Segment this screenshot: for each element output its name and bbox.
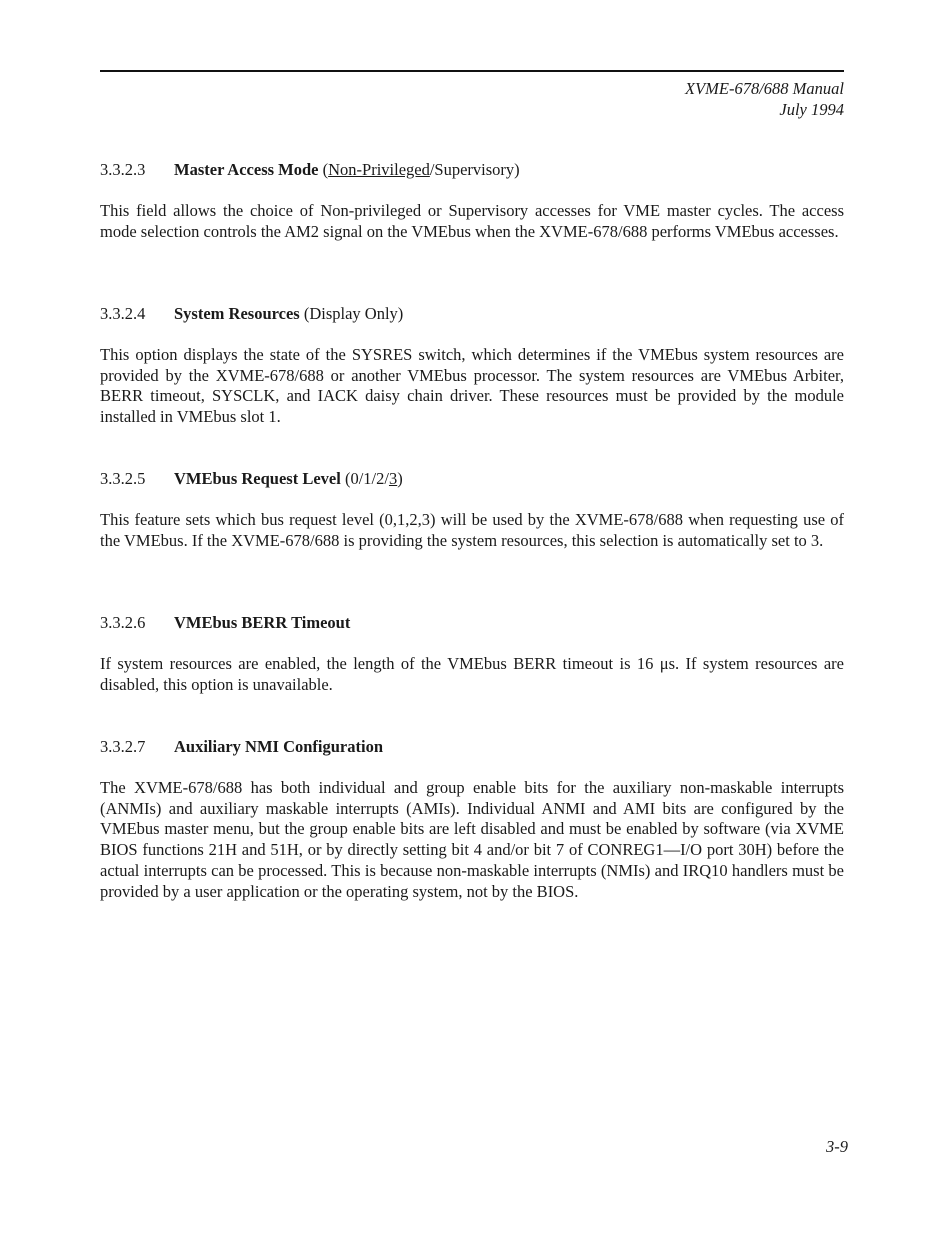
section-body: This option displays the state of the SYSRES switch, which determines if the VMEbus system resources are provided by the XVME-678/688 or another VMEbus processor. The system resources are VMEbus Arbiter, BERR timeout, SYSCLK, and IACK daisy chain driver. These resources must be provided by the module installed in VMEbus slot 1. [100, 345, 844, 427]
section-auxiliary-nmi-configuration [100, 736, 844, 902]
options-rest: ) [397, 469, 403, 488]
options-rest: /Supervisory) [429, 160, 520, 179]
section-heading [100, 612, 844, 633]
section-body: If system resources are enabled, the length of the VMEbus BERR timeout is 16 μs. If system resources are disabled, this option is unavailable. [100, 654, 844, 694]
section-number: 3.3.2.5 [100, 469, 146, 488]
section-options [345, 469, 403, 488]
section-heading [100, 736, 844, 757]
section-title: Auxiliary NMI Configuration [174, 737, 384, 756]
section-number: 3.3.2.6 [100, 613, 146, 632]
section-number: 3.3.2.7 [100, 737, 146, 756]
running-head [685, 78, 844, 120]
section-vmebus-berr-timeout [100, 612, 844, 695]
section-master-access-mode [100, 159, 844, 242]
manual-title: XVME-678/688 Manual [684, 79, 844, 98]
section-body: The XVME-678/688 has both individual and group enable bits for the auxiliary non-maskable interrupts (ANMIs) and auxiliary maskable interrupts (AMIs). Individual ANMI and AMI bits are configured by the VMEbus master menu, but the group enable bits are left disabled and must be enabled by software (via XVME BIOS functions 21H and 51H, or by directly setting bit 4 and/or bit 7 of CONREG1—I/O port 30H) before the actual interrupts can be processed. This is because non-maskable interrupts (NMIs) and IRQ10 handlers must be provided by a user application or the operating system, not by the BIOS. [100, 778, 844, 901]
section-body: This feature sets which bus request level (0,1,2,3) will be used by the XVME-678/688 when requesting use of the VMEbus. If the XVME-678/688 is providing the system resources, this selection is automatically set to 3. [100, 510, 844, 550]
section-system-resources [100, 303, 844, 428]
options-default: 3 [388, 469, 398, 488]
section-heading [100, 159, 844, 180]
section-body: This field allows the choice of Non-privileged or Supervisory accesses for VME master cycles. The access mode selection controls the AM2 signal on the VMEbus when the XVME-678/688 performs VMEbus accesses. [100, 201, 844, 241]
section-options: (Display Only) [303, 304, 404, 323]
section-options [323, 160, 520, 179]
section-heading [100, 303, 844, 324]
section-title: Master Access Mode [174, 160, 319, 179]
options-open: ( [322, 160, 329, 179]
options-open: (0/1/2/ [344, 469, 389, 488]
manual-date: July 1994 [779, 100, 844, 119]
section-title: VMEbus BERR Timeout [174, 613, 351, 632]
section-number: 3.3.2.3 [100, 160, 146, 179]
section-number: 3.3.2.4 [100, 304, 146, 323]
page-number: 3-9 [826, 1137, 848, 1156]
section-heading [100, 468, 844, 489]
section-vmebus-request-level [100, 468, 844, 551]
section-title: VMEbus Request Level [174, 469, 341, 488]
options-default: Non-Privileged [328, 160, 430, 179]
section-title: System Resources [174, 304, 300, 323]
header-rule [100, 70, 844, 72]
